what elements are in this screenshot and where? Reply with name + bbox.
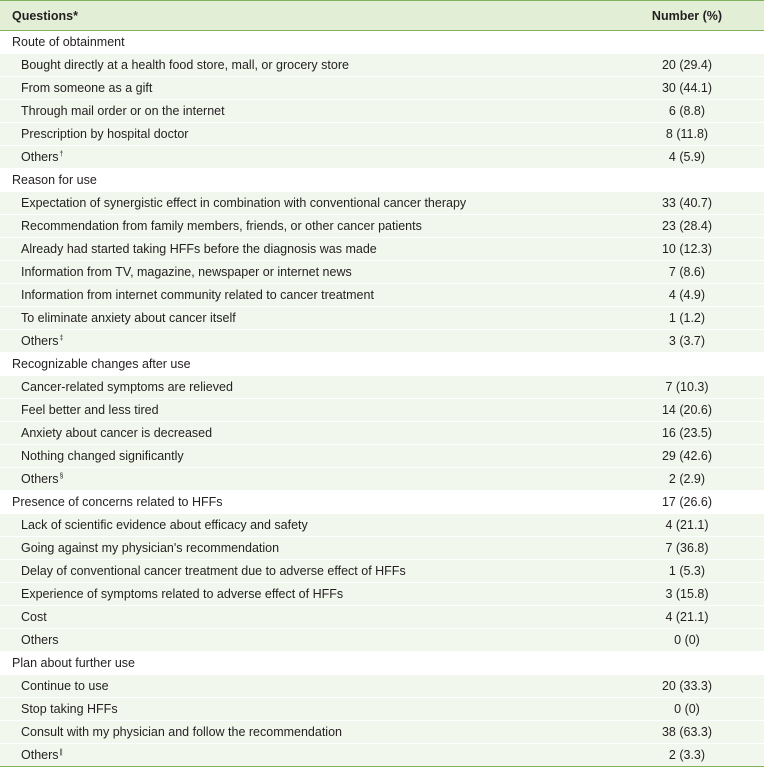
row-label: Information from TV, magazine, newspaper or internet news	[21, 265, 352, 279]
table-row	[0, 744, 764, 767]
table-row	[0, 376, 764, 399]
table-body	[0, 31, 764, 767]
questions-column-header: Questions*	[0, 1, 610, 31]
question-cell	[0, 514, 610, 537]
number-cell: 4 (4.9)	[610, 284, 764, 307]
row-label: Expectation of synergistic effect in combination with conventional cancer therapy	[21, 196, 467, 210]
table-row	[0, 537, 764, 560]
question-cell	[0, 100, 610, 123]
number-cell: 0 (0)	[610, 698, 764, 721]
number-cell: 14 (20.6)	[610, 399, 764, 422]
question-cell	[0, 445, 610, 468]
number-cell: 4 (21.1)	[610, 514, 764, 537]
number-cell: 3 (3.7)	[610, 330, 764, 353]
table-row	[0, 422, 764, 445]
question-cell	[0, 399, 610, 422]
number-cell: 7 (8.6)	[610, 261, 764, 284]
row-label: Others	[21, 472, 59, 486]
number-cell: 1 (1.2)	[610, 307, 764, 330]
table-row	[0, 629, 764, 652]
question-cell	[0, 675, 610, 698]
question-cell	[0, 192, 610, 215]
question-cell	[0, 698, 610, 721]
row-label: Others	[21, 748, 59, 762]
row-label: Prescription by hospital doctor	[21, 127, 189, 141]
number-cell: 20 (29.4)	[610, 54, 764, 77]
category-label-cell	[0, 491, 610, 514]
number-cell: 6 (8.8)	[610, 100, 764, 123]
number-cell: 23 (28.4)	[610, 215, 764, 238]
number-cell: 33 (40.7)	[610, 192, 764, 215]
table-row	[0, 261, 764, 284]
row-label: Already had started taking HFFs before the diagnosis was made	[21, 242, 377, 256]
header-row	[0, 1, 764, 31]
row-label: Stop taking HFFs	[21, 702, 118, 716]
table-row	[0, 606, 764, 629]
row-label: From someone as a gift	[21, 81, 153, 95]
question-cell	[0, 422, 610, 445]
question-cell	[0, 537, 610, 560]
row-label: Plan about further use	[12, 656, 135, 670]
category-label-cell	[0, 169, 610, 192]
footnote-mark: †	[59, 151, 64, 158]
row-label: Lack of scientific evidence about efficacy and safety	[21, 518, 308, 532]
row-label: Delay of conventional cancer treatment due to adverse effect of HFFs	[21, 564, 406, 578]
table-row	[0, 468, 764, 491]
table-row	[0, 123, 764, 146]
number-column-header: Number (%)	[610, 1, 764, 31]
category-row	[0, 353, 764, 376]
number-cell: 17 (26.6)	[610, 491, 764, 514]
question-cell	[0, 284, 610, 307]
number-cell	[610, 652, 764, 675]
question-cell	[0, 123, 610, 146]
number-cell: 20 (33.3)	[610, 675, 764, 698]
number-cell: 2 (3.3)	[610, 744, 764, 767]
question-cell	[0, 77, 610, 100]
number-cell: 4 (21.1)	[610, 606, 764, 629]
question-cell	[0, 261, 610, 284]
question-cell	[0, 146, 610, 169]
table-row	[0, 284, 764, 307]
category-label-cell	[0, 652, 610, 675]
category-row	[0, 31, 764, 54]
table-row	[0, 399, 764, 422]
number-cell: 16 (23.5)	[610, 422, 764, 445]
row-label: Through mail order or on the internet	[21, 104, 225, 118]
row-label: Nothing changed significantly	[21, 449, 184, 463]
row-label: Experience of symptoms related to adverse effect of HFFs	[21, 587, 344, 601]
row-label: Recommendation from family members, friends, or other cancer patients	[21, 219, 422, 233]
question-cell	[0, 330, 610, 353]
table-row	[0, 560, 764, 583]
row-label: Anxiety about cancer is decreased	[21, 426, 213, 440]
row-label: Others	[21, 334, 59, 348]
number-cell: 7 (10.3)	[610, 376, 764, 399]
number-cell: 29 (42.6)	[610, 445, 764, 468]
table-row	[0, 100, 764, 123]
number-cell: 10 (12.3)	[610, 238, 764, 261]
footnote-mark: ∥	[59, 749, 64, 756]
row-label: Cancer-related symptoms are relieved	[21, 380, 233, 394]
row-label: Recognizable changes after use	[12, 357, 191, 371]
row-label: Consult with my physician and follow the recommendation	[21, 725, 342, 739]
row-label: Presence of concerns related to HFFs	[12, 495, 223, 509]
table-row	[0, 330, 764, 353]
row-label: Cost	[21, 610, 47, 624]
table-row	[0, 445, 764, 468]
number-cell: 2 (2.9)	[610, 468, 764, 491]
number-cell	[610, 31, 764, 54]
category-label-cell	[0, 31, 610, 54]
number-cell: 1 (5.3)	[610, 560, 764, 583]
row-label: Feel better and less tired	[21, 403, 159, 417]
table-row	[0, 698, 764, 721]
number-cell: 4 (5.9)	[610, 146, 764, 169]
question-cell	[0, 376, 610, 399]
row-label: Going against my physician's recommendation	[21, 541, 280, 555]
footnote-mark: §	[59, 473, 64, 480]
row-label: Route of obtainment	[12, 35, 125, 49]
number-cell: 30 (44.1)	[610, 77, 764, 100]
question-cell	[0, 468, 610, 491]
table-row	[0, 514, 764, 537]
question-cell	[0, 629, 610, 652]
number-cell: 3 (15.8)	[610, 583, 764, 606]
number-cell	[610, 169, 764, 192]
table-row	[0, 54, 764, 77]
number-cell: 8 (11.8)	[610, 123, 764, 146]
question-cell	[0, 215, 610, 238]
row-label: Continue to use	[21, 679, 109, 693]
row-label: Others	[21, 633, 59, 647]
number-cell: 0 (0)	[610, 629, 764, 652]
question-cell	[0, 744, 610, 767]
category-row	[0, 169, 764, 192]
table-row	[0, 77, 764, 100]
row-label: Bought directly at a health food store, mall, or grocery store	[21, 58, 349, 72]
row-label: Others	[21, 150, 59, 164]
question-cell	[0, 606, 610, 629]
row-label: To eliminate anxiety about cancer itself	[21, 311, 236, 325]
table-row	[0, 675, 764, 698]
table-row	[0, 721, 764, 744]
question-cell	[0, 583, 610, 606]
table-row	[0, 238, 764, 261]
table-row	[0, 583, 764, 606]
table-row	[0, 192, 764, 215]
number-cell	[610, 353, 764, 376]
footnote-mark: ‡	[59, 335, 64, 342]
question-cell	[0, 560, 610, 583]
question-cell	[0, 238, 610, 261]
category-row	[0, 652, 764, 675]
row-label: Information from internet community related to cancer treatment	[21, 288, 374, 302]
table-row	[0, 307, 764, 330]
table-row	[0, 146, 764, 169]
question-cell	[0, 721, 610, 744]
category-row	[0, 491, 764, 514]
category-label-cell	[0, 353, 610, 376]
question-cell	[0, 54, 610, 77]
number-cell: 38 (63.3)	[610, 721, 764, 744]
number-cell: 7 (36.8)	[610, 537, 764, 560]
table-header	[0, 1, 764, 31]
table-row	[0, 215, 764, 238]
row-label: Reason for use	[12, 173, 97, 187]
question-cell	[0, 307, 610, 330]
